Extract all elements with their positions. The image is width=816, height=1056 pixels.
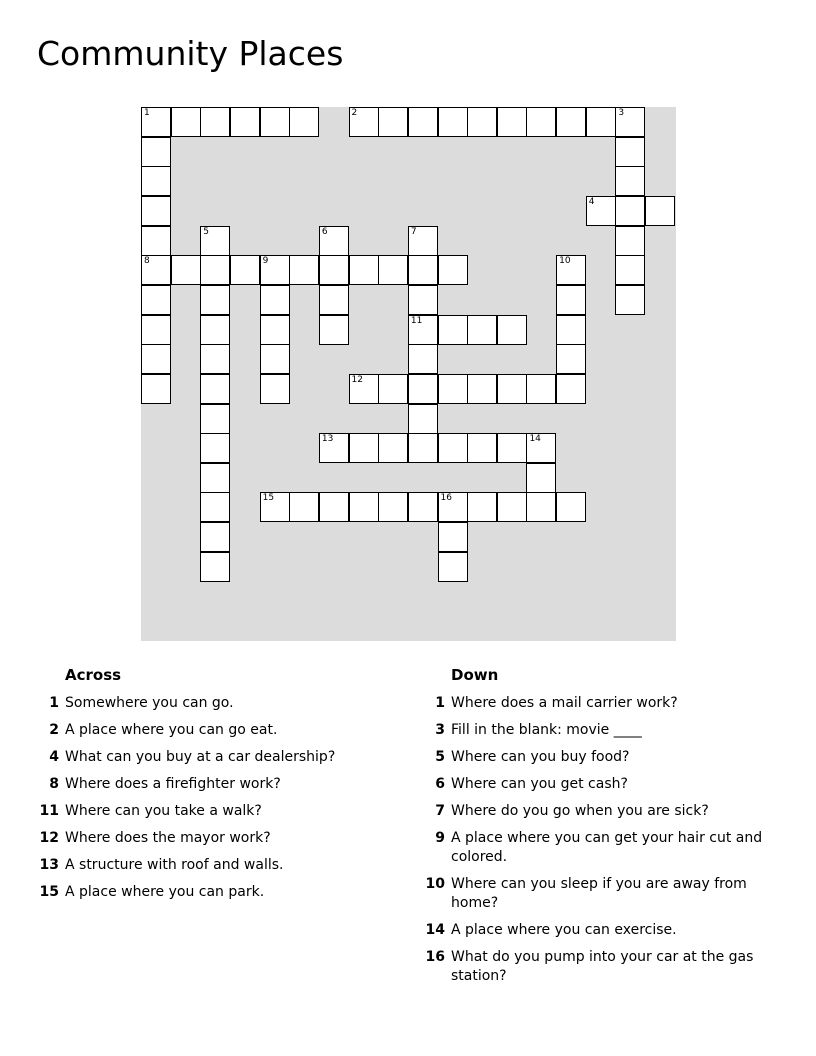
- grid-cell[interactable]: [230, 107, 260, 137]
- grid-cell[interactable]: [260, 255, 290, 285]
- grid-cell[interactable]: [260, 374, 290, 404]
- across-clue-list: [37, 694, 377, 902]
- clue-number: 3: [435, 722, 445, 738]
- clue-item: [423, 694, 783, 713]
- grid-cell[interactable]: [349, 492, 379, 522]
- grid-cell[interactable]: [171, 107, 201, 137]
- grid-cell[interactable]: [438, 107, 468, 137]
- cell-number: 6: [321, 226, 328, 237]
- across-clues: [37, 664, 377, 910]
- clue-number: 1: [435, 695, 445, 711]
- grid-cell[interactable]: [615, 137, 645, 167]
- clue-item: [37, 721, 377, 740]
- across-heading: Across: [65, 666, 122, 684]
- grid-cell[interactable]: [171, 255, 201, 285]
- grid-cell[interactable]: [141, 196, 171, 226]
- grid-cell[interactable]: [349, 255, 379, 285]
- grid-cell[interactable]: [408, 492, 438, 522]
- down-clues: [423, 664, 783, 994]
- cell-number: 1: [144, 108, 150, 118]
- clue-number: 12: [39, 830, 59, 846]
- clue-text: Fill in the blank: movie ____: [451, 722, 642, 738]
- clue-number: 5: [435, 749, 445, 765]
- clue-number: 1: [49, 695, 59, 711]
- cell-number: 7: [410, 226, 417, 237]
- grid-cell[interactable]: [200, 226, 230, 256]
- grid-cell[interactable]: [378, 255, 408, 285]
- cell-number: 15: [262, 493, 275, 504]
- grid-cell[interactable]: [615, 196, 645, 226]
- clue-text: Somewhere you can go.: [65, 695, 234, 711]
- grid-cell[interactable]: [408, 374, 438, 404]
- grid-cell[interactable]: [200, 315, 230, 345]
- clue-item: [37, 883, 377, 902]
- cell-number: 8: [144, 256, 150, 267]
- grid-cell[interactable]: [319, 492, 349, 522]
- grid-cell[interactable]: [586, 107, 616, 137]
- clue-item: [37, 802, 377, 821]
- grid-cell[interactable]: [141, 344, 171, 374]
- grid-cell[interactable]: [319, 433, 349, 463]
- cell-number: 2: [351, 108, 358, 118]
- grid-cell[interactable]: [141, 107, 171, 137]
- cell-number: 11: [410, 315, 423, 326]
- grid-cell[interactable]: [141, 137, 171, 167]
- clue-number: 11: [39, 803, 59, 819]
- grid-cell[interactable]: [408, 404, 438, 434]
- grid-cell[interactable]: [141, 255, 171, 285]
- grid-cell[interactable]: [260, 315, 290, 345]
- grid-cell[interactable]: [438, 374, 468, 404]
- crossword-grid: [141, 107, 676, 641]
- grid-cell[interactable]: [200, 552, 230, 582]
- grid-cell[interactable]: [408, 285, 438, 315]
- clue-text: Where does the mayor work?: [65, 830, 271, 846]
- grid-cell[interactable]: [556, 315, 586, 345]
- grid-cell[interactable]: [319, 255, 349, 285]
- grid-cell[interactable]: [467, 374, 497, 404]
- clue-text: A structure with roof and walls.: [65, 857, 284, 873]
- grid-cell[interactable]: [556, 344, 586, 374]
- grid-cell[interactable]: [526, 492, 556, 522]
- grid-cell[interactable]: [200, 255, 230, 285]
- grid-cell[interactable]: [200, 344, 230, 374]
- clue-text: Where do you go when you are sick?: [451, 803, 709, 819]
- clue-item: [37, 748, 377, 767]
- clue-item: [423, 721, 783, 740]
- clue-number: 10: [425, 876, 445, 892]
- clue-item: [37, 775, 377, 794]
- grid-cell[interactable]: [141, 226, 171, 256]
- clue-number: 9: [435, 830, 445, 846]
- grid-cell[interactable]: [260, 492, 290, 522]
- grid-cell[interactable]: [467, 315, 497, 345]
- clue-text: A place where you can exercise.: [451, 922, 677, 938]
- grid-cell[interactable]: [467, 492, 497, 522]
- grid-cell[interactable]: [438, 315, 468, 345]
- grid-cell[interactable]: [497, 315, 527, 345]
- clue-number: 7: [435, 803, 445, 819]
- grid-cell[interactable]: [141, 285, 171, 315]
- clue-number: 6: [435, 776, 445, 792]
- grid-cell[interactable]: [200, 433, 230, 463]
- down-heading: Down: [451, 666, 499, 684]
- grid-cell[interactable]: [467, 433, 497, 463]
- grid-cell[interactable]: [526, 463, 556, 493]
- grid-cell[interactable]: [497, 433, 527, 463]
- grid-cell[interactable]: [467, 107, 497, 137]
- clue-item: [423, 748, 783, 767]
- grid-cell[interactable]: [260, 344, 290, 374]
- clue-item: [423, 948, 783, 986]
- grid-cell[interactable]: [200, 374, 230, 404]
- grid-cell[interactable]: [289, 255, 319, 285]
- grid-cell[interactable]: [289, 107, 319, 137]
- grid-cell[interactable]: [497, 107, 527, 137]
- grid-cell[interactable]: [438, 522, 468, 552]
- grid-cell[interactable]: [349, 107, 379, 137]
- clue-number: 8: [49, 776, 59, 792]
- clue-number: 15: [39, 884, 59, 900]
- grid-cell[interactable]: [438, 492, 468, 522]
- grid-cell[interactable]: [645, 196, 675, 226]
- clue-text: A place where you can park.: [65, 884, 265, 900]
- grid-cell[interactable]: [497, 492, 527, 522]
- grid-cell[interactable]: [615, 255, 645, 285]
- cell-number: 5: [203, 226, 210, 237]
- cell-number: 4: [588, 196, 595, 207]
- grid-cell[interactable]: [289, 492, 319, 522]
- cell-number: 12: [351, 374, 363, 385]
- grid-cell[interactable]: [586, 196, 616, 226]
- clue-text: Where can you take a walk?: [65, 803, 262, 819]
- clue-text: Where can you buy food?: [451, 749, 630, 765]
- grid-cell[interactable]: [200, 285, 230, 315]
- grid-cell[interactable]: [378, 107, 408, 137]
- grid-cell[interactable]: [408, 255, 438, 285]
- grid-cell[interactable]: [615, 285, 645, 315]
- grid-cell[interactable]: [200, 463, 230, 493]
- grid-cell[interactable]: [408, 315, 438, 345]
- clue-text: Where can you sleep if you are away from home?: [451, 876, 747, 911]
- clue-item: [423, 875, 783, 913]
- clue-number: 14: [425, 922, 445, 938]
- clue-text: A place where you can get your hair cut and colored.: [451, 830, 763, 865]
- grid-cell[interactable]: [526, 433, 556, 463]
- clue-text: Where does a firefighter work?: [65, 776, 281, 792]
- grid-cell[interactable]: [615, 166, 645, 196]
- grid-cell[interactable]: [526, 374, 556, 404]
- grid-cell[interactable]: [556, 374, 586, 404]
- grid-cell[interactable]: [319, 226, 349, 256]
- grid-cell[interactable]: [378, 492, 408, 522]
- clue-item: [423, 775, 783, 794]
- clue-text: Where can you get cash?: [451, 776, 628, 792]
- grid-cell[interactable]: [556, 255, 586, 285]
- clue-number: 13: [39, 857, 59, 873]
- grid-cell[interactable]: [378, 374, 408, 404]
- grid-cell[interactable]: [141, 166, 171, 196]
- clue-text: What do you pump into your car at the gas station?: [451, 949, 754, 984]
- grid-cell[interactable]: [556, 107, 586, 137]
- clue-text: Where does a mail carrier work?: [451, 695, 678, 711]
- grid-cell[interactable]: [408, 226, 438, 256]
- grid-cell[interactable]: [319, 285, 349, 315]
- grid-cell[interactable]: [438, 255, 468, 285]
- grid-cell[interactable]: [497, 374, 527, 404]
- grid-cell[interactable]: [556, 285, 586, 315]
- cell-number: 10: [559, 256, 571, 267]
- clue-item: [423, 829, 783, 867]
- clue-text: What can you buy at a car dealership?: [65, 749, 336, 765]
- clue-number: 4: [49, 749, 59, 765]
- grid-cell[interactable]: [526, 107, 556, 137]
- cell-number: 14: [529, 434, 541, 445]
- cell-number: 13: [321, 434, 334, 445]
- grid-cell[interactable]: [141, 374, 171, 404]
- down-clue-list: [423, 694, 783, 986]
- grid-cell[interactable]: [556, 492, 586, 522]
- grid-cell[interactable]: [319, 315, 349, 345]
- clue-item: [37, 856, 377, 875]
- clue-number: 2: [49, 722, 59, 738]
- cell-number: 3: [618, 108, 625, 118]
- grid-cell[interactable]: [260, 285, 290, 315]
- grid-cell[interactable]: [615, 107, 645, 137]
- cell-number: 9: [262, 256, 269, 267]
- clue-text: A place where you can go eat.: [65, 722, 278, 738]
- grid-cell[interactable]: [141, 315, 171, 345]
- page-title: Community Places: [37, 34, 344, 73]
- clue-number: 16: [425, 949, 445, 965]
- grid-cell[interactable]: [200, 404, 230, 434]
- grid-cell[interactable]: [438, 552, 468, 582]
- grid-cell[interactable]: [200, 522, 230, 552]
- grid-cell[interactable]: [438, 433, 468, 463]
- clue-item: [423, 921, 783, 940]
- clue-item: [423, 802, 783, 821]
- grid-cell[interactable]: [408, 107, 438, 137]
- cell-number: 16: [440, 493, 452, 504]
- grid-cell[interactable]: [349, 374, 379, 404]
- grid-cell[interactable]: [200, 107, 230, 137]
- grid-cell[interactable]: [615, 226, 645, 256]
- clue-item: [37, 829, 377, 848]
- grid-cell[interactable]: [349, 433, 379, 463]
- grid-cell[interactable]: [378, 433, 408, 463]
- grid-cell[interactable]: [260, 107, 290, 137]
- grid-cell[interactable]: [408, 344, 438, 374]
- grid-cell[interactable]: [230, 255, 260, 285]
- clue-item: [37, 694, 377, 713]
- grid-cell[interactable]: [408, 433, 438, 463]
- grid-cell[interactable]: [200, 492, 230, 522]
